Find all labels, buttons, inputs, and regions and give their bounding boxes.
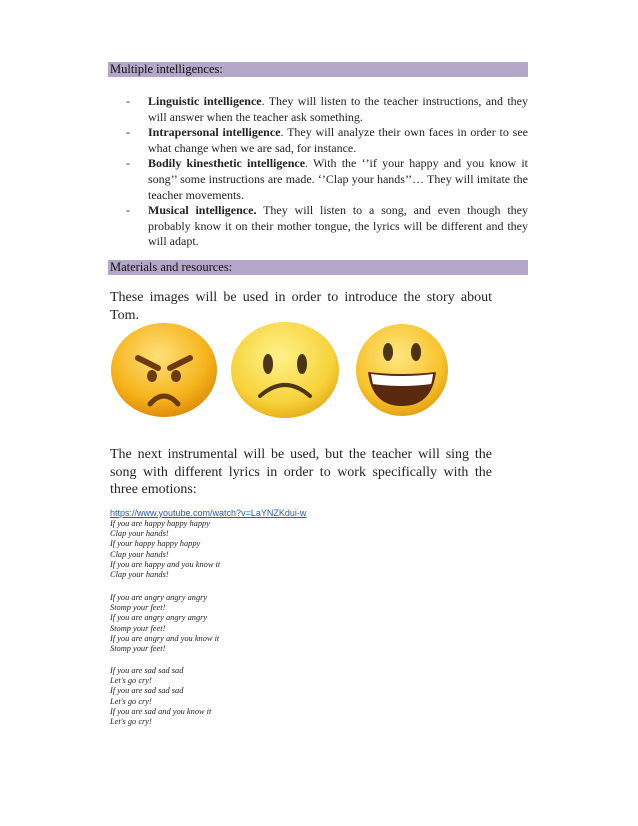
lyrics-angry: [110, 593, 410, 654]
intelligence-item: [126, 94, 528, 125]
intelligences-list: [126, 94, 528, 250]
emotion-images: [110, 320, 450, 420]
lyric-line: If you are sad and you know it: [110, 706, 212, 716]
lyric-line: Let's go cry!: [110, 717, 152, 727]
intelligence-description: They will listen to a song, and even though they probably know it on their mother tongue, the lyrics will be different and they will adapt.: [148, 203, 528, 249]
lyric-line: Clap your hands!: [110, 570, 169, 580]
bullet-dash: -: [126, 125, 130, 140]
lyric-line: If you are angry angry angry: [110, 593, 208, 602]
lyric-line: If you are happy and you know it: [110, 559, 221, 569]
lyric-line: Clap your hands!: [110, 529, 169, 539]
intelligence-name: Linguistic intelligence: [148, 94, 262, 108]
section-heading-materials: Materials and resources:: [108, 260, 528, 275]
intelligence-separator: .: [261, 94, 265, 108]
bullet-dash: -: [126, 203, 130, 218]
angry-face-icon: [110, 320, 218, 418]
intelligence-name: Musical intelligence.: [148, 203, 257, 218]
lyrics-happy: [110, 519, 410, 580]
intelligence-item: [126, 156, 528, 203]
lyric-line: If you are angry and you know it: [110, 633, 220, 643]
laughing-face-icon: [354, 320, 450, 416]
intelligence-item: [126, 203, 528, 250]
intelligence-name: Intrapersonal intelligence: [148, 125, 281, 140]
instrumental-paragraph: The next instrumental will be used, but the teacher will sing the song with different lyrics in order to work specifically with the three emotions:: [110, 447, 492, 498]
lyric-line: If you are angry angry angry: [110, 613, 208, 623]
lyrics-sad: [110, 666, 410, 727]
intelligence-separator: .: [305, 156, 309, 171]
sad-face-icon: [230, 320, 340, 418]
youtube-link[interactable]: https://www.youtube.com/watch?v=LaYNZKdui-w: [110, 508, 307, 518]
intelligence-separator: .: [280, 125, 284, 140]
bullet-dash: -: [126, 94, 130, 108]
lyric-line: Stomp your feet!: [110, 644, 166, 654]
lyric-line: Clap your hands!: [110, 549, 169, 559]
lyric-line: If you are sad sad sad: [110, 686, 184, 696]
lyric-line: Stomp your feet!: [110, 603, 166, 613]
intelligence-description: They will analyze their own faces in order to see what change when we are sad, for instance.: [148, 125, 529, 155]
intelligence-description: They will listen to the teacher instructions, and they will answer when the teacher ask something.: [148, 94, 528, 124]
intelligence-description: With the ‘’if your happy and you know it song’’ some instructions are made. ‘’Clap your hands’’… They will imitate the teacher movements.: [148, 156, 528, 202]
section-heading-intelligences: Multiple intelligences:: [108, 62, 528, 77]
intelligence-item: [126, 125, 528, 156]
bullet-dash: -: [126, 156, 130, 171]
lyric-line: If you are sad sad sad: [110, 666, 184, 675]
lyric-line: Let's go cry!: [110, 696, 152, 706]
intro-paragraph: These images will be used in order to introduce the story about Tom.: [110, 290, 492, 323]
lyric-line: Let's go cry!: [110, 676, 152, 686]
lyric-line: Stomp your feet!: [110, 623, 166, 633]
intelligence-name: Bodily kinesthetic intelligence: [148, 156, 306, 171]
lyric-line: If your happy happy happy: [110, 539, 201, 549]
lyric-line: If you are happy happy happy: [110, 519, 210, 528]
